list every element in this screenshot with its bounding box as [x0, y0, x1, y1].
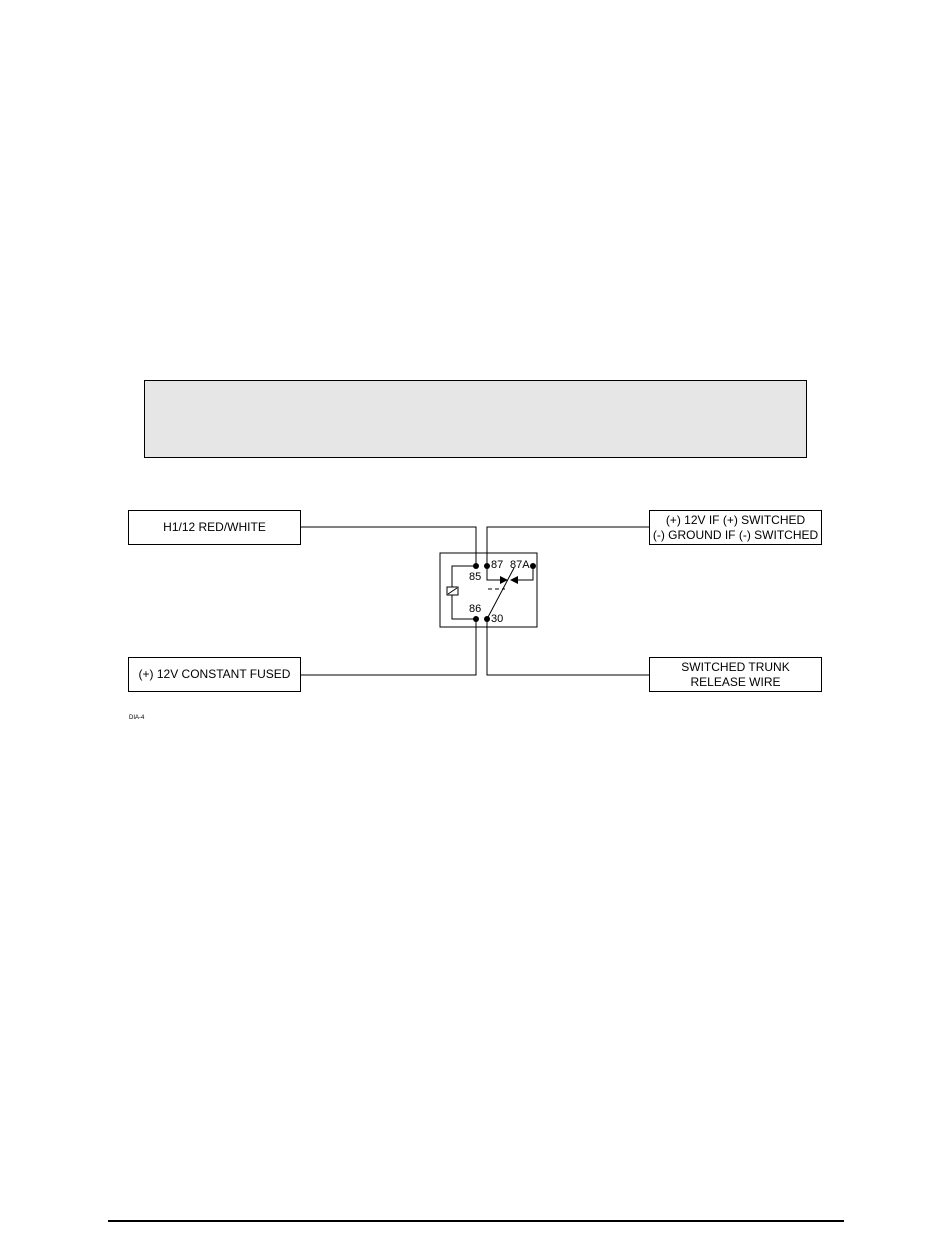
terminal-86 [473, 616, 479, 622]
terminal-30 [484, 616, 490, 622]
terminal-87 [484, 563, 490, 569]
label-trunk-release: SWITCHED TRUNK RELEASE WIRE [649, 657, 822, 692]
footer-rule [108, 1220, 844, 1222]
pin-label-87a: 87A [510, 559, 530, 571]
label-h1-12: H1/12 RED/WHITE [128, 510, 301, 545]
arrow-87 [500, 576, 508, 584]
arrow-87a [510, 576, 518, 584]
pin-label-85: 85 [469, 571, 482, 583]
switch-arm [487, 568, 514, 619]
figure-id: DIA-4 [129, 715, 145, 721]
terminal-87a [530, 563, 536, 569]
wire-h1-to-85 [301, 527, 476, 566]
label-switched: (+) 12V IF (+) SWITCHED (-) GROUND IF (-) SWITCHED [649, 510, 822, 545]
pin-label-87: 87 [491, 559, 504, 571]
terminal-85 [473, 563, 479, 569]
pin-label-86: 86 [469, 603, 482, 615]
label-constant-fused: (+) 12V CONSTANT FUSED [128, 657, 301, 692]
pin-label-30: 30 [491, 613, 504, 625]
